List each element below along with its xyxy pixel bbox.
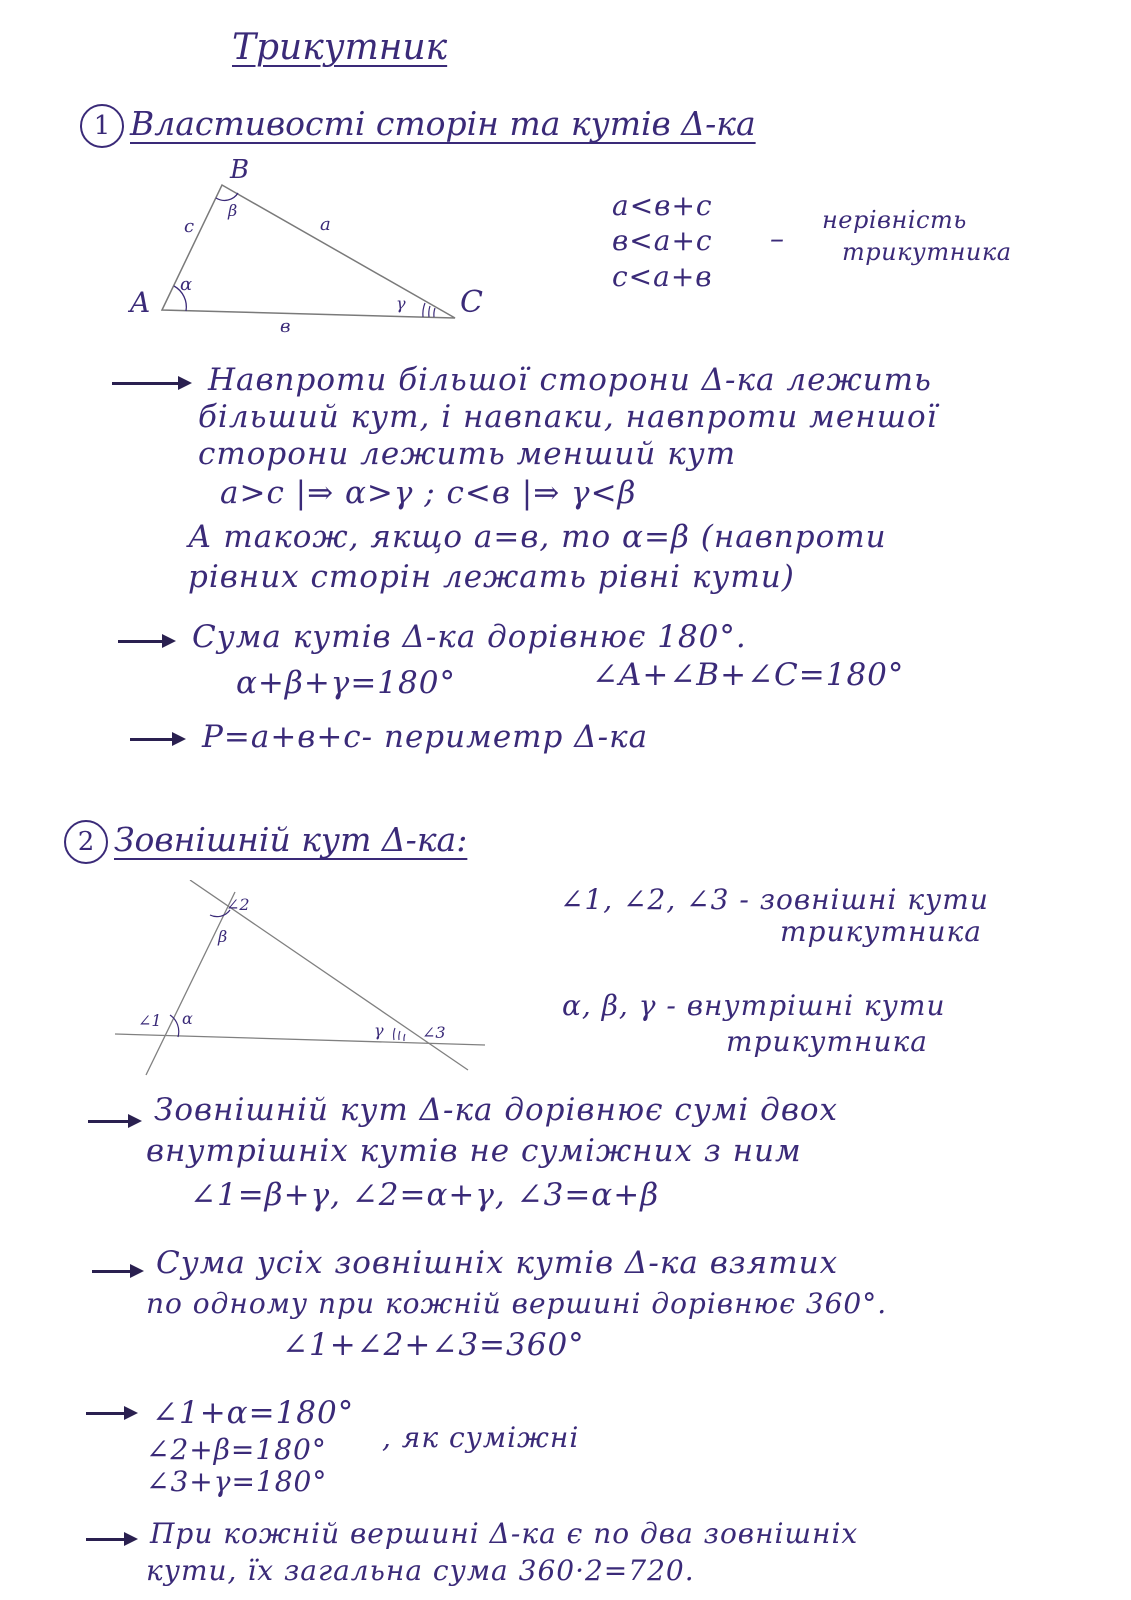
s2-rule4-arrow	[86, 1538, 126, 1541]
inequality-label-line2: трикутника	[842, 238, 1012, 266]
rule2-line1: Сума кутів Δ-ка дорівнює 180°.	[192, 619, 747, 655]
section1-number: 1	[80, 104, 124, 148]
angle-gamma-arc-2	[429, 306, 430, 317]
triangle-figure-1	[120, 150, 500, 340]
angle-beta-label: β	[228, 201, 238, 220]
fig2-angle-gamma-arc-2	[399, 1031, 400, 1040]
fig2-angle-alpha-arc	[170, 1015, 179, 1037]
section2-heading-row	[64, 820, 467, 864]
s2-rule1-line1: Зовнішній кут Δ-ка дорівнює сумі двох	[154, 1092, 839, 1128]
fig2-beta-label: β	[218, 927, 228, 946]
rule3-arrow	[130, 738, 174, 741]
s2-rule3-formula2: ∠2+β=180°	[146, 1433, 327, 1466]
rule1-also-line1: А також, якщо a=в, то α=β (навпроти	[188, 519, 887, 555]
vertex-c-label: C	[460, 285, 483, 320]
rule2-formula2: ∠A+∠B+∠C=180°	[592, 657, 905, 693]
interior-label-line2: трикутника	[726, 1025, 928, 1058]
side-a-label: a	[320, 214, 331, 235]
rule1-line3: сторони лежить менший кут	[198, 436, 737, 472]
section2-heading: Зовнішній кут Δ-ка:	[114, 820, 468, 859]
rule2-arrow	[118, 640, 164, 643]
inequality-dash: –	[770, 222, 785, 255]
s2-rule4-line1: При кожній вершині Δ-ка є по два зовнішніх	[150, 1517, 859, 1550]
rule1-line2: більший кут, і навпаки, навпроти меншої	[198, 399, 938, 435]
triangle-1-shape	[162, 185, 455, 318]
inequality-2: в<a+c	[612, 224, 713, 257]
fig2-angle3-label: ∠3	[422, 1023, 446, 1042]
s2-rule3-note: , як суміжні	[382, 1421, 580, 1454]
vertex-b-label: B	[230, 155, 250, 185]
fig2-angle1-label: ∠1	[138, 1011, 162, 1030]
fig2-gamma-label: γ	[374, 1021, 384, 1040]
fig2-angle2-label: ∠2	[226, 895, 250, 914]
s2-rule1-arrow	[88, 1120, 130, 1123]
angle-gamma-label: γ	[396, 294, 406, 313]
angle-gamma-arc-1	[423, 303, 425, 317]
inequality-label-line1: нерівність	[822, 206, 967, 234]
s2-rule2-arrow	[92, 1270, 132, 1273]
angle-alpha-label: α	[180, 274, 193, 295]
triangle-figure-2	[110, 880, 490, 1080]
section2-number: 2	[64, 820, 108, 864]
vertex-a-label: A	[130, 286, 151, 319]
rule1-line1: Навпроти більшої сторони Δ-ка лежить	[208, 362, 932, 398]
rule1-arrow	[112, 382, 180, 385]
page-title: Трикутник	[232, 27, 448, 68]
s2-rule4-line2: кути, їх загальна сума 360·2=720.	[146, 1554, 695, 1587]
rule1-formula: a>c |⇒ α>γ ; c<в |⇒ γ<β	[220, 475, 637, 511]
rule3-perimeter: P=a+в+c- периметр Δ-ка	[202, 719, 649, 755]
s2-rule1-line2: внутрішніх кутів не суміжних з ним	[146, 1133, 802, 1169]
exterior-label-line2: трикутника	[780, 915, 982, 948]
section1-heading: Властивості сторін та кутів Δ-ка	[130, 104, 756, 143]
angle-gamma-arc-3	[434, 308, 435, 317]
interior-label-line1: α, β, γ - внутрішні кути	[562, 989, 946, 1022]
fig2-angle-gamma-arc-3	[404, 1034, 405, 1041]
angle-beta-arc	[216, 193, 238, 200]
section1-heading-row	[80, 104, 756, 148]
extended-side-left	[146, 892, 235, 1075]
s2-rule1-formula: ∠1=β+γ, ∠2=α+γ, ∠3=α+β	[190, 1177, 660, 1213]
s2-rule2-line2: по одному при кожній вершині дорівнює 360°.	[146, 1287, 888, 1320]
side-c-label: c	[184, 216, 195, 237]
s2-rule3-formula1: ∠1+α=180°	[152, 1395, 355, 1431]
exterior-label-line1: ∠1, ∠2, ∠3 - зовнішні кути	[560, 883, 989, 916]
side-b-label: в	[280, 316, 291, 337]
s2-rule2-line1: Сума усіх зовнішніх кутів Δ-ка взятих	[156, 1245, 839, 1281]
s2-rule3-arrow	[86, 1412, 126, 1415]
s2-rule2-formula: ∠1+∠2+∠3=360°	[282, 1327, 585, 1363]
fig2-alpha-label: α	[182, 1009, 193, 1028]
rule2-formula1: α+β+γ=180°	[236, 665, 456, 701]
inequality-3: c<a+в	[612, 260, 713, 293]
fig2-angle-gamma-arc-1	[394, 1028, 395, 1040]
rule1-also-line2: рівних сторін лежать рівні кути)	[188, 559, 795, 595]
s2-rule3-formula3: ∠3+γ=180°	[146, 1465, 328, 1498]
inequality-1: a<в+c	[612, 189, 713, 222]
